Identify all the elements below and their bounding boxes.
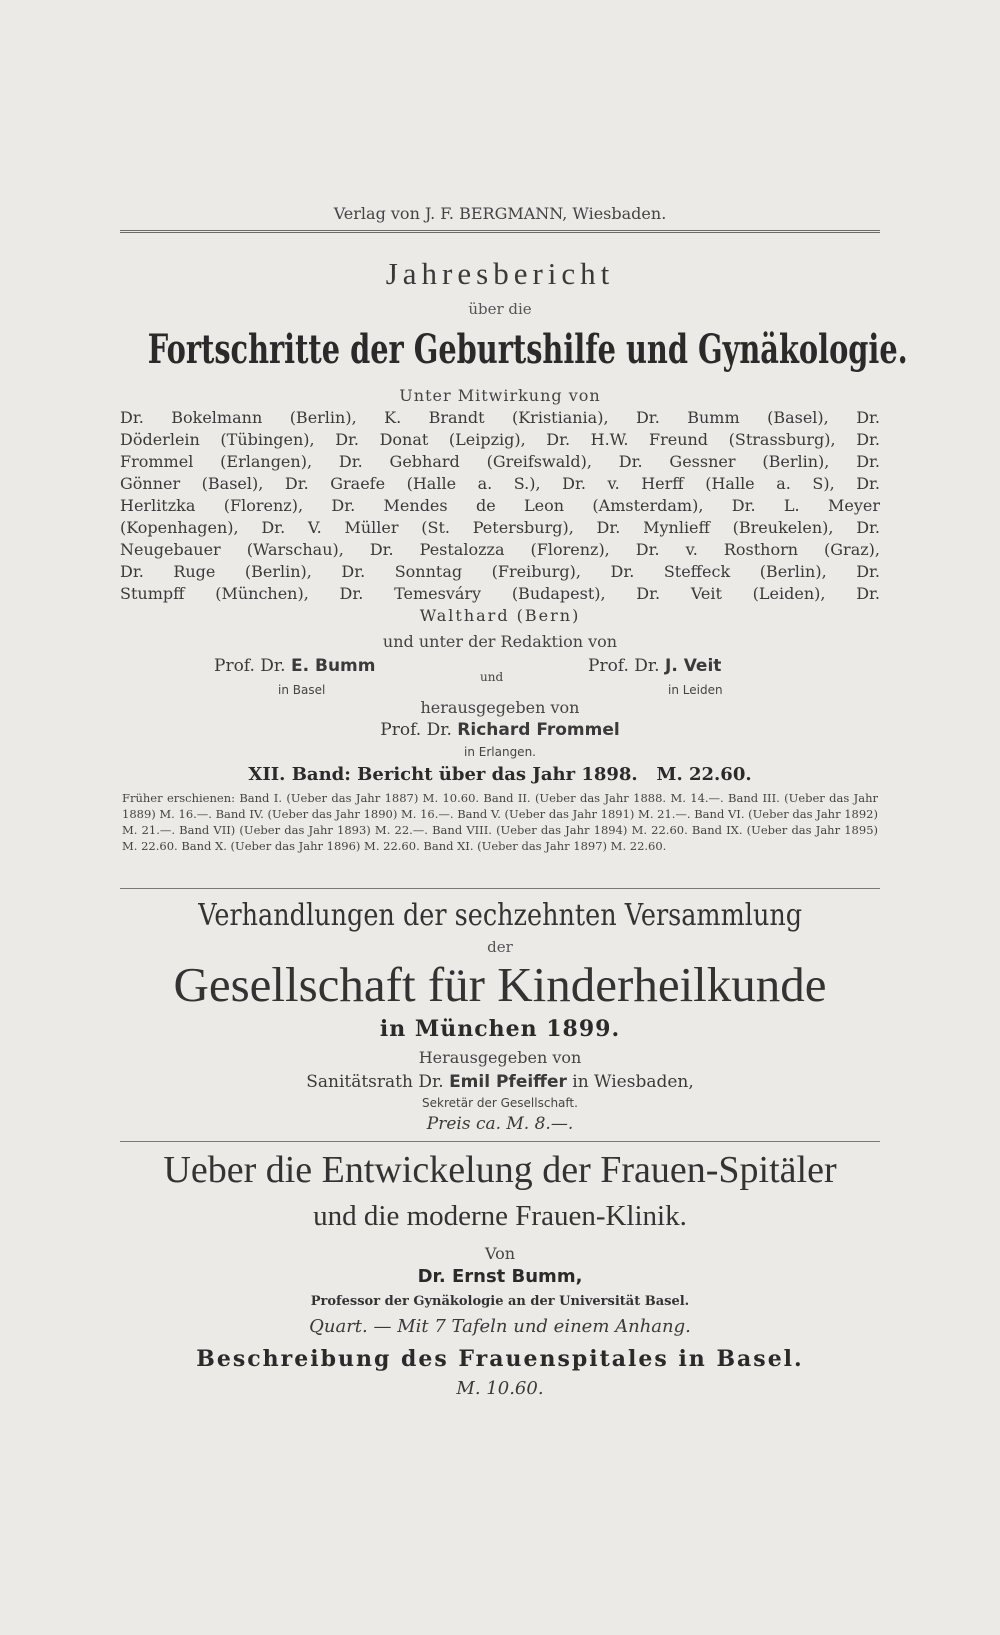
editor1: Prof. Dr. E. Bumm bbox=[214, 656, 376, 676]
rule-1 bbox=[120, 888, 880, 889]
contributor-line: (Kopenhagen), Dr. V. Müller (St. Petersburg), Dr. Mynlieff (Breukelen), Dr. bbox=[120, 518, 880, 537]
book3-title: Ueber die Entwickelung der Frauen-Spitäler bbox=[163, 1149, 837, 1191]
editor2: Prof. Dr. J. Veit bbox=[588, 656, 722, 676]
contributor-line: Stumpff (München), Dr. Temesváry (Budapest), Dr. Veit (Leiden), Dr. bbox=[120, 584, 880, 603]
book2-main-title: Gesellschaft für Kinderheilkunde bbox=[173, 957, 827, 1012]
book3-price: M. 10.60. bbox=[456, 1378, 544, 1399]
publisher-line: Verlag von J. F. BERGMANN, Wiesbaden. bbox=[333, 204, 667, 223]
book2-herausgegeben: Herausgegeben von bbox=[418, 1048, 582, 1067]
book3-author: Dr. Ernst Bumm, bbox=[417, 1266, 583, 1287]
book2-price: Preis ca. M. 8.—. bbox=[426, 1114, 574, 1134]
book1-mitwirkung: Unter Mitwirkung von bbox=[399, 386, 601, 405]
contributor-line: Gönner (Basel), Dr. Graefe (Halle a. S.), Dr. v. Herff (Halle a. S), Dr. bbox=[120, 474, 880, 493]
editor3: Prof. Dr. Richard Frommel bbox=[380, 720, 620, 740]
contributor-line: Döderlein (Tübingen), Dr. Donat (Leipzig), Dr. H.W. Freund (Strassburg), Dr. bbox=[120, 430, 880, 449]
book3-format: Quart. — Mit 7 Tafeln und einem Anhang. bbox=[309, 1316, 691, 1337]
book1-title-ueber: über die bbox=[468, 300, 532, 318]
editor3-place: in Erlangen. bbox=[464, 745, 536, 759]
band-line: XII. Band: Bericht über das Jahr 1898. M. 22.60. bbox=[248, 764, 752, 785]
herausgegeben-line: herausgegeben von bbox=[420, 698, 580, 717]
book1-main-title: Fortschritte der Geburtshilfe und Gynäkologie. bbox=[147, 326, 908, 373]
editor1-place: in Basel bbox=[278, 683, 326, 697]
book3-von: Von bbox=[484, 1244, 516, 1263]
und-label: und bbox=[480, 670, 504, 684]
book3-author-role: Professor der Gynäkologie an der Universität Basel. bbox=[310, 1294, 690, 1309]
book3-subtitle: und die moderne Frauen-Klinik. bbox=[313, 1200, 687, 1232]
rule-2 bbox=[120, 1141, 880, 1142]
header-rule bbox=[120, 230, 880, 233]
contributor-line: Neugebauer (Warschau), Dr. Pestalozza (Florenz), Dr. v. Rosthorn (Graz), bbox=[120, 540, 880, 559]
contributor-last-line: Walthard (Bern) bbox=[419, 606, 581, 625]
contributor-line: Herlitzka (Florenz), Dr. Mendes de Leon (Amsterdam), Dr. L. Meyer bbox=[120, 496, 880, 515]
book1-title-jahresbericht: Jahresbericht bbox=[385, 256, 615, 291]
book2-editor-role: Sekretär der Gesellschaft. bbox=[422, 1096, 578, 1110]
book2-title-verhandlungen: Verhandlungen der sechzehnten Versammlung bbox=[198, 898, 802, 933]
book2-editor: Sanitätsrath Dr. Emil Pfeiffer in Wiesbaden, bbox=[306, 1072, 694, 1092]
contributor-line: Dr. Ruge (Berlin), Dr. Sonntag (Freiburg), Dr. Steffeck (Berlin), Dr. bbox=[120, 562, 880, 581]
book2-place-year: in München 1899. bbox=[379, 1016, 621, 1042]
editor2-place: in Leiden bbox=[668, 683, 723, 697]
book2-title-der: der bbox=[487, 938, 513, 956]
book3-beschreibung: Beschreibung des Frauenspitales in Basel. bbox=[196, 1346, 804, 1372]
contributor-line: Dr. Bokelmann (Berlin), K. Brandt (Kristiania), Dr. Bumm (Basel), Dr. bbox=[120, 408, 880, 427]
contributor-line: Frommel (Erlangen), Dr. Gebhard (Greifswald), Dr. Gessner (Berlin), Dr. bbox=[120, 452, 880, 471]
redaktion-line: und unter der Redaktion von bbox=[382, 632, 618, 651]
earlier-volumes: Früher erschienen: Band I. (Ueber das Jahr 1887) M. 10.60. Band II. (Ueber das Jahr 1888. M. 14.—. Band III. (Ueber das Jahr 1889) M. 16.—. Band IV. (Ueber das Jahr 1890) M. 16.—. Band V. (Ueber das Jahr 1891) M. 21.—. Band VI. (Ueber das Jahr 1892) M. 21.—. Band VII) (Ueber das Jahr 1893) M. 22.—. Band VIII. (Ueber das Jahr 1894) M. 22.60. Band IX. (Ueber das Jahr 1895) M. 22.60. Band X. (Ueber das Jahr 1896) M. 22.60. Band XI. (Ueber das Jahr 1897) M. 22.60. bbox=[122, 791, 878, 853]
